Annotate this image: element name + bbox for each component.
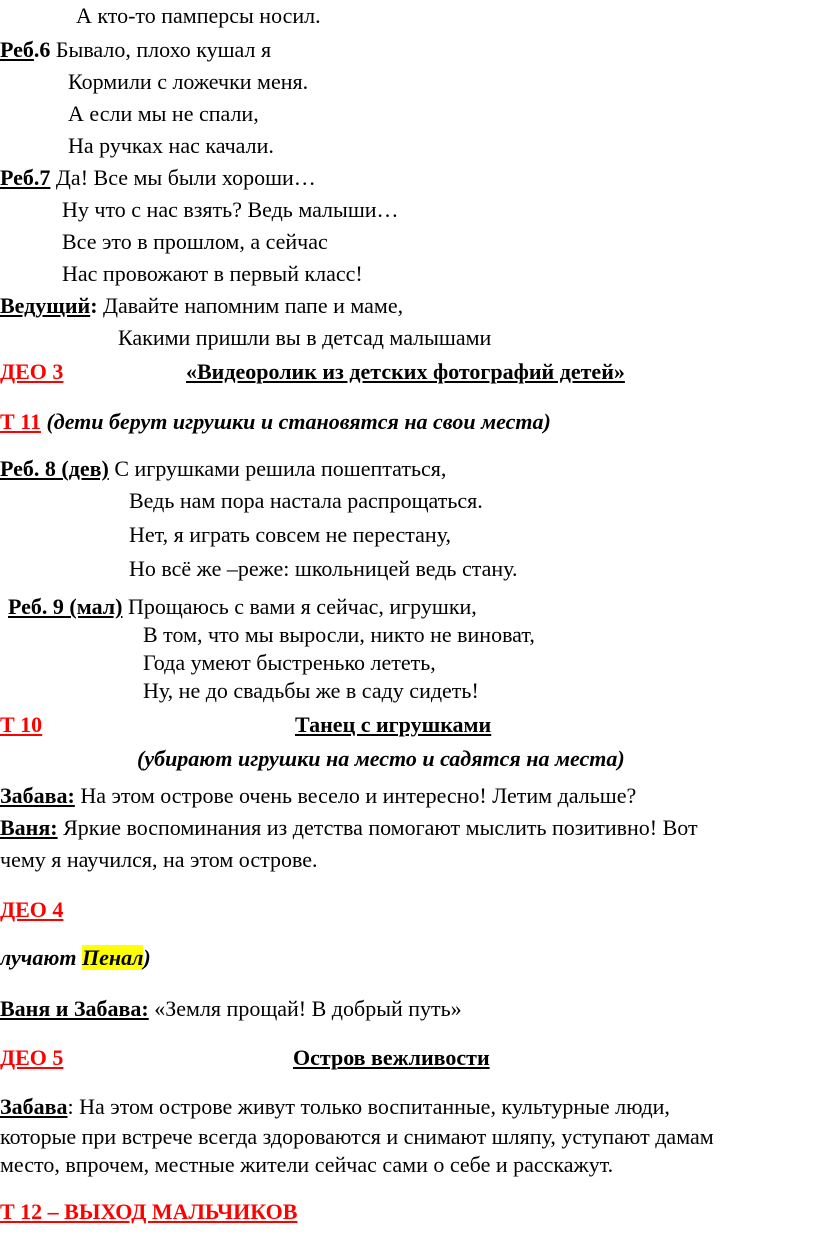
track-label: Т 11	[0, 409, 41, 434]
speaker-label: Реб.7	[0, 165, 51, 190]
direction-close: )	[143, 945, 151, 970]
verse-line: С игрушками решила пошептаться,	[114, 456, 447, 481]
verse-line: Года умеют быстренько лететь,	[143, 650, 436, 675]
vanya-line	[0, 815, 698, 841]
verse-line: Какими пришли вы в детсад малышами	[118, 325, 492, 350]
reb9-block	[8, 594, 477, 620]
zabava-line	[0, 1094, 670, 1120]
video-label: ДЕО 4	[0, 897, 64, 922]
stage-direction: (дети берут игрушки и становятся на свои места)	[46, 409, 551, 434]
section-title: «Видеоролик из детских фотографий детей»	[186, 359, 625, 384]
reb6-block	[0, 37, 271, 63]
verse-line: На ручках нас качали.	[68, 133, 274, 158]
speaker-label: Ведущий	[0, 293, 91, 318]
dialogue-text: которые при встрече всегда здороваются и снимают шляпу, уступают дамам	[0, 1124, 714, 1149]
speaker-label: Ваня:	[0, 815, 58, 840]
speaker-label: Реб. 9 (мал)	[8, 594, 123, 619]
verse-line: Ну что с нас взять? Ведь малыши…	[62, 197, 399, 222]
section-title: Танец с игрушками	[295, 712, 492, 737]
track-label: Т 12 – ВЫХОД МАЛЬЧИКОВ	[0, 1199, 298, 1224]
highlighted-item: Пенал	[81, 945, 144, 970]
dialogue-text: Яркие воспоминания из детства помогают мыслить позитивно! Вот	[63, 815, 698, 840]
dialogue-text: «Земля прощай! В добрый путь»	[154, 996, 462, 1021]
reb7-block	[0, 165, 316, 191]
section-title: Остров вежливости	[293, 1045, 490, 1070]
stage-direction	[0, 945, 151, 971]
both-line	[0, 996, 462, 1022]
verse-line: Но всё же –реже: школьницей ведь стану.	[129, 556, 518, 581]
host-block	[0, 293, 403, 319]
speaker-colon: :	[67, 1094, 74, 1119]
dialogue-text: На этом острове очень весело и интересно! Летим дальше?	[80, 783, 637, 808]
verse-line: Бывало, плохо кушал я	[55, 37, 272, 62]
dialogue-text: место, впрочем, местные жители сейчас сами о себе и расскажут.	[0, 1152, 614, 1177]
verse-line: Нет, я играть совсем не перестану,	[129, 522, 451, 547]
dialogue-text: чему я научился, на этом острове.	[0, 847, 318, 872]
reb8-block	[0, 456, 446, 482]
stage-direction: (убирают игрушки на место и садятся на места)	[137, 746, 625, 771]
speaker-colon: :	[90, 293, 98, 318]
speaker-label: Забава	[0, 1094, 68, 1119]
verse-line: Ну, не до свадьбы же в саду сидеть!	[143, 678, 479, 703]
verse-line: Давайте напомним папе и маме,	[103, 293, 404, 318]
verse-line: В том, что мы выросли, никто не виноват,	[143, 622, 535, 647]
verse-line: Да! Все мы были хороши…	[55, 165, 316, 190]
verse-line: А если мы не спали,	[68, 101, 259, 126]
video-label: ДЕО 5	[0, 1045, 64, 1070]
verse-line: Ведь нам пора настала распрощаться.	[129, 488, 483, 513]
verse-line: Все это в прошлом, а сейчас	[62, 229, 328, 254]
video-label: ДЕО 3	[0, 359, 64, 384]
zabava-line	[0, 783, 636, 809]
verse-line: Кормили с ложечки меня.	[68, 69, 309, 94]
track-label: Т 10	[0, 712, 43, 737]
verse-line: Прощаюсь с вами я сейчас, игрушки,	[127, 594, 477, 619]
verse-line: Нас провожают в первый класс!	[62, 261, 363, 286]
dialogue-text: На этом острове живут только воспитанные, культурные люди,	[79, 1094, 670, 1119]
direction-text: лучают	[0, 945, 77, 970]
speaker-label: Забава:	[0, 783, 75, 808]
track11-row	[0, 409, 551, 435]
speaker-label: Реб. 8 (дев)	[0, 456, 109, 481]
speaker-label: Ваня и Забава:	[0, 996, 149, 1021]
verse-line: А кто-то памперсы носил.	[76, 3, 321, 28]
speaker-number: .6	[33, 37, 51, 62]
speaker-label: Реб	[0, 37, 34, 62]
